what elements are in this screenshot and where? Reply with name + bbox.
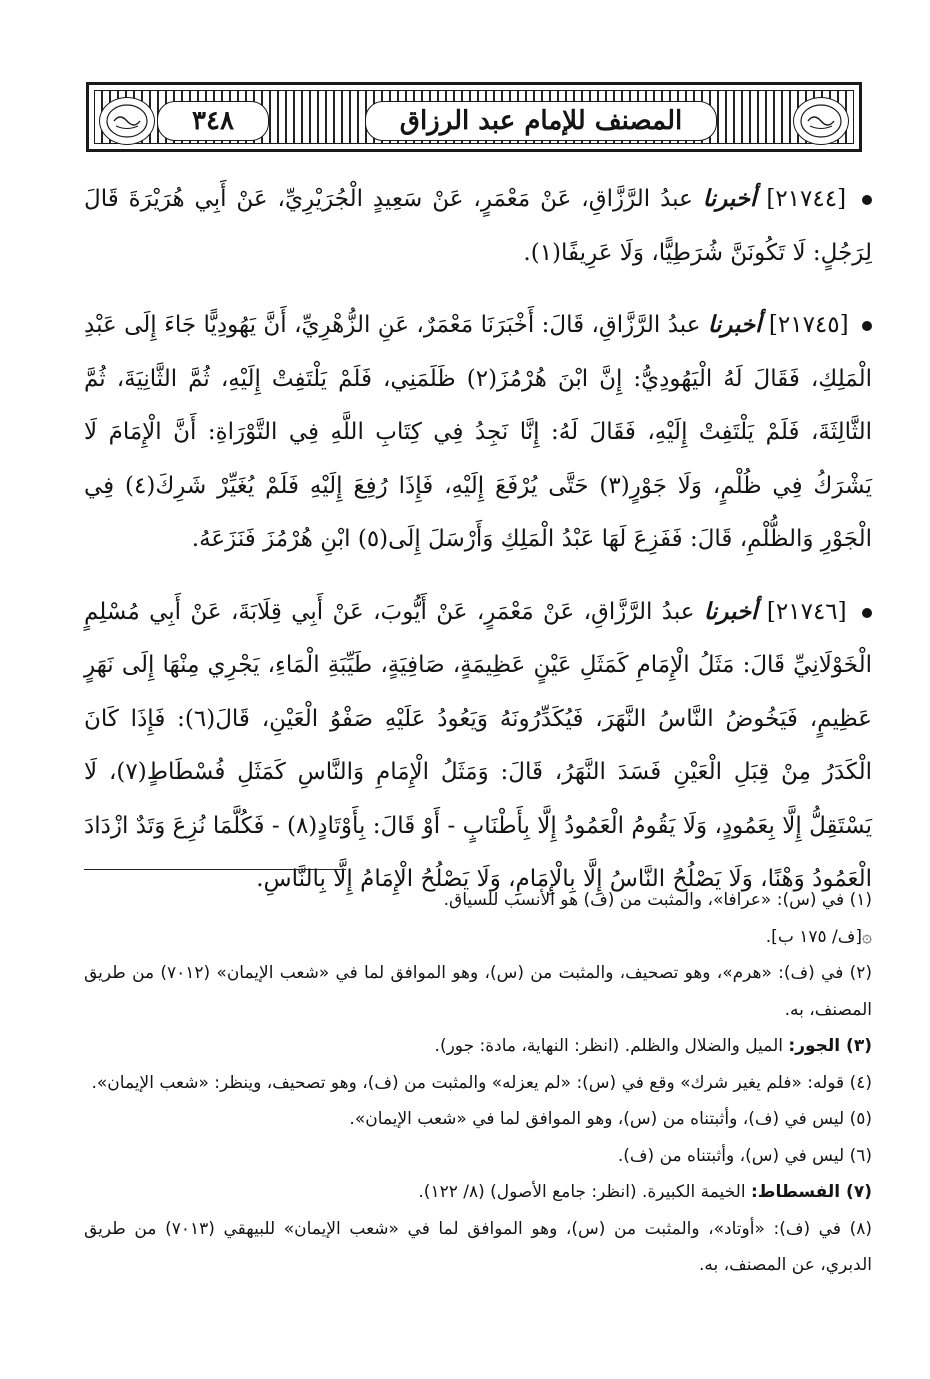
hadith-paragraph <box>84 585 872 907</box>
footnote: (٧) الفسطاط: الخيمة الكبيرة. (انظر: جامع الأصول) (٨/ ١٢٢). <box>418 1182 872 1202</box>
header-ornament-band <box>94 90 854 144</box>
hadith-paragraph <box>84 298 872 567</box>
book-title: المصنف للإمام عبد الرزاق <box>365 101 717 141</box>
seal-ornament-icon <box>100 98 154 144</box>
footnote-term: (٣) الجور: <box>788 1036 872 1056</box>
hadith-text: عبدُ الرَّزَّاقِ، قَالَ: أَخْبَرَنَا مَعْمَرٌ، عَنِ الزُّهْرِيِّ، أَنَّ يَهُودِيًّا جَاءَ إِلَى عَبْدِ الْمَلِكِ، فَقَالَ لَهُ الْيَهُودِيُّ: إِنَّ ابْنَ هُرْمُزَ(٢) ظَلَمَنِي، فَلَمْ يَلْتَفِتْ إِلَيْهِ، ثُمَّ الثَّانِيَةَ، ثُمَّ الثَّالِثَةَ، فَلَمْ يَلْتَفِتْ إِلَيْهِ، فَقَالَ لَهُ: إِنَّا نَجِدُ فِي كِتَابِ اللَّهِ فِي التَّوْرَاةِ: أَنَّ الْإِمَامَ لَا يَشْرَكُ فِي ظُلْمٍ، وَلَا جَوْرٍ(٣) حَتَّى يُرْفَعَ إِلَيْهِ، فَإِذَا رُفِعَ إِلَيْهِ فَلَمْ يُغَيِّرْ شَرِكَ(٤) فِي الْجَوْرِ وَالظُّلْمِ، قَالَ: فَفَزِعَ لَهَا عَبْدُ الْمَلِكِ وَأَرْسَلَ إِلَى(٥) ابْنِ هُرْمُزَ فَنَزَعَهُ. <box>84 312 872 552</box>
footnote: ۞[ف/ ١٧٥ ب]. <box>765 926 872 947</box>
hadith-opening: أخبرنا <box>707 311 762 338</box>
footnote: (٦) ليس في (س)، وأثبتناه من (ف). <box>617 1145 872 1166</box>
bullet-icon <box>862 321 872 331</box>
hadith-entry <box>84 298 872 567</box>
bullet-icon <box>862 608 872 618</box>
footnote: (٥) ليس في (ف)، وأثبتناه من (س)، وهو الموافق لما في «شعب الإيمان». <box>349 1109 872 1129</box>
hadith-number: [٢١٧٤٦] <box>766 598 847 625</box>
footnote: (٢) في (ف): «هرم»، وهو تصحيف، والمثبت من (س)، وهو الموافق لما في «شعب الإيمان» (٧٠١٢) من طريق المصنف، به. <box>84 963 872 1020</box>
hadith-number: [٢١٧٤٥] <box>768 312 849 338</box>
footnotes <box>84 882 872 1284</box>
hadith-opening: أخبرنا <box>703 597 758 625</box>
left-seal-logo <box>99 97 155 145</box>
page-header <box>86 82 862 152</box>
footnote: (١) في (س): «عرافا»، والمثبت من (ف) هو الأنسب للسياق. <box>443 890 872 910</box>
hadith-body <box>84 172 872 925</box>
right-seal-logo <box>793 97 849 145</box>
footnote-term: (٧) الفسطاط: <box>750 1182 872 1202</box>
page-number: ٣٤٨ <box>157 101 269 141</box>
footnote: (٤) قوله: «فلم يغير شرك» وقع في (س): «لم يعزله» والمثبت من (ف)، وهو تصحيف، وينظر: «شعب الإيمان». <box>91 1072 872 1093</box>
footnote-divider <box>84 869 346 870</box>
hadith-opening: أخبرنا <box>702 185 757 212</box>
hadith-paragraph <box>84 172 872 280</box>
seal-ornament-icon <box>794 98 848 144</box>
hadith-entry <box>84 585 872 907</box>
footnote: (٨) في (ف): «أوتاد»، والمثبت من (س)، وهو الموافق لما في «شعب الإيمان» للبيهقي (٧٠١٣) من طريق الدبري، عن المصنف، به. <box>84 1218 872 1275</box>
hadith-entry <box>84 172 872 280</box>
hadith-text: عبدُ الرَّزَّاقِ، عَنْ مَعْمَرٍ، عَنْ سَعِيدٍ الْجُرَيْرِيِّ، عَنْ أَبِي هُرَيْرَةَ قَالَ لِرَجُلٍ: لَا تَكُونَنَّ شُرَطِيًّا، وَلَا عَرِيفًا(١). <box>84 186 872 266</box>
hadith-text: عبدُ الرَّزَّاقِ، عَنْ مَعْمَرٍ، عَنْ أَيُّوبَ، عَنْ أَبِي قِلَابَةَ، عَنْ أَبِي مُسْلِمٍ الْخَوْلَانِيِّ قَالَ: مَثَلُ الْإِمَامِ كَمَثَلِ عَيْنٍ عَظِيمَةٍ، صَافِيَةٍ، طَيِّبَةِ الْمَاءِ، يَجْرِي مِنْهَا إِلَى نَهَرٍ عَظِيمٍ، فَيَخُوضُ النَّاسُ النَّهَرَ، فَيُكَدِّرُونَهُ وَيَعُودُ عَلَيْهِ صَفْوُ الْعَيْنِ، قَالَ(٦): فَإِذَا كَانَ الْكَدَرُ مِنْ قِبَلِ الْعَيْنِ فَسَدَ النَّهَرُ، قَالَ: وَمَثَلُ الْإِمَامِ وَالنَّاسِ كَمَثَلِ فُسْطَاطٍ(٧)، لَا يَسْتَقِلُّ إِلَّا بِعَمُودٍ، وَلَا يَقُومُ الْعَمُودُ إِلَّا بِأَطْنَابٍ - أَوْ قَالَ: بِأَوْتَادٍ(٨) - فَكُلَّمَا نُزِعَ وَتَدٌ ازْدَادَ الْعَمُودُ وَهْنًا، وَلَا يَصْلُحُ النَّاسُ إِلَّا بِالْإِمَامِ، وَلَا يَصْلُحُ الْإِمَامُ إِلَّا بِالنَّاسِ. <box>84 598 873 892</box>
footnote: (٣) الجور: الميل والضلال والظلم. (انظر: النهاية، مادة: جور). <box>434 1036 872 1056</box>
hadith-number: [٢١٧٤٤] <box>766 186 847 212</box>
bullet-icon <box>862 195 872 205</box>
